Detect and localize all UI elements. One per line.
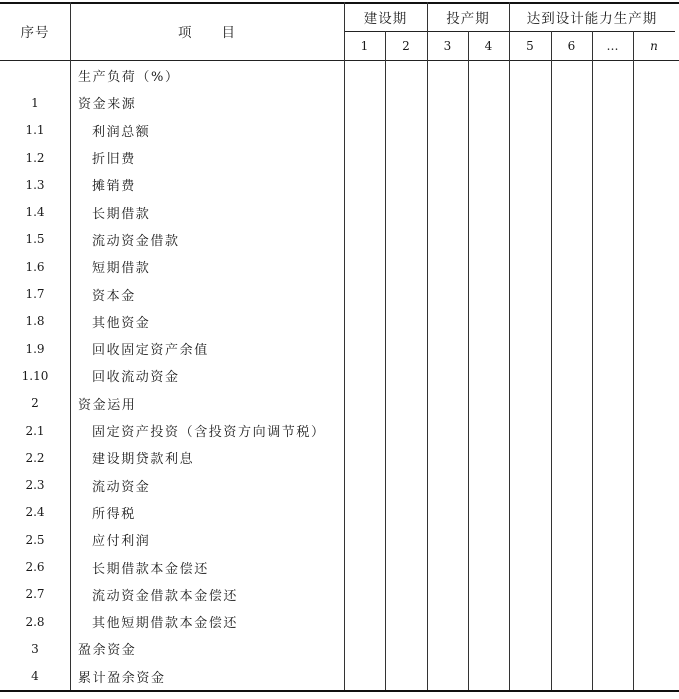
row-seq-number: 2.1 (25, 423, 45, 438)
row-seq-number: 1.5 (25, 232, 45, 247)
row-seq-number: 2.6 (25, 560, 45, 575)
period-column-rule (468, 31, 469, 690)
row-item-label: 长期借款 (92, 206, 151, 222)
row-seq-number: 3 (31, 641, 39, 656)
row-item-label: 利润总额 (92, 124, 151, 140)
row-seq-number: 1.6 (25, 259, 45, 274)
row-seq-number: 2.7 (25, 587, 45, 602)
row-item-label: 长期借款本金偿还 (92, 561, 209, 577)
header-period-number: 1 (360, 38, 369, 53)
row-seq-number: 2 (31, 396, 39, 411)
row-seq-number: 1.7 (25, 287, 45, 302)
row-item-label: 折旧费 (92, 152, 136, 168)
header-period-group: 投产期 (446, 10, 490, 27)
row-seq-number: 2.5 (25, 532, 45, 547)
row-item-label: 其他资金 (92, 315, 151, 331)
row-item-label: 流动资金 (92, 479, 151, 495)
row-seq-number: 1.8 (25, 314, 45, 329)
seq-column-rule (70, 2, 71, 690)
row-item-label: 固定资产投资（含投资方向调节税） (92, 425, 326, 441)
group-boundary-rule (509, 2, 510, 690)
row-seq-number: 4 (31, 669, 39, 684)
header-period-number: n (650, 38, 658, 53)
header-period-number: … (606, 38, 619, 53)
row-item-label: 资金来源 (78, 97, 137, 113)
row-item-label: 短期借款 (92, 261, 151, 277)
row-item-label: 所得税 (92, 506, 136, 522)
item-column-rule (344, 2, 345, 690)
row-seq-number: 1 (31, 95, 39, 110)
header-bottom-rule (0, 60, 679, 61)
period-column-rule (592, 31, 593, 690)
header-period-number: 6 (567, 38, 576, 53)
header-period-group: 达到设计能力生产期 (526, 10, 658, 27)
header-seq-label: 序号 (20, 25, 50, 41)
row-seq-number: 1.4 (25, 205, 45, 220)
row-item-label: 累计盈余资金 (78, 670, 166, 686)
row-seq-number: 2.3 (25, 478, 45, 493)
header-period-group: 建设期 (363, 10, 408, 27)
row-seq-number: 1.9 (25, 341, 45, 356)
row-seq-number: 1.10 (21, 368, 49, 383)
header-period-number: 5 (526, 38, 534, 53)
row-item-label: 建设期贷款利息 (92, 452, 195, 468)
row-seq-number: 2.4 (25, 505, 45, 520)
period-column-rule (551, 31, 552, 690)
row-item-label: 回收固定资产余值 (92, 343, 209, 359)
row-item-label: 摊销费 (92, 179, 136, 195)
row-item-label: 流动资金借款 (92, 233, 180, 249)
row-seq-number: 2.2 (25, 450, 45, 465)
row-item-label: 盈余资金 (78, 643, 137, 659)
period-column-rule (633, 31, 634, 690)
row-item-label: 生产负荷（%） (78, 70, 180, 86)
row-item-label: 流动资金借款本金偿还 (92, 588, 239, 604)
row-item-label: 资本金 (92, 288, 136, 304)
period-column-rule (385, 31, 386, 690)
header-item-label: 项 目 (178, 25, 236, 41)
row-seq-number: 1.2 (25, 150, 45, 165)
row-item-label: 资金运用 (78, 397, 137, 413)
row-item-label: 应付利润 (92, 534, 151, 550)
group-boundary-rule (427, 2, 428, 690)
row-item-label: 其他短期借款本金偿还 (92, 616, 239, 632)
row-seq-number: 1.1 (25, 123, 45, 138)
row-seq-number: 1.3 (25, 177, 45, 192)
header-period-number: 3 (443, 38, 452, 53)
row-seq-number (0, 62, 70, 89)
header-period-number: 4 (484, 38, 493, 53)
row-seq-number: 2.8 (25, 614, 45, 629)
bottom-rule (0, 690, 679, 692)
row-item-label: 回收流动资金 (92, 370, 180, 386)
header-period-number: 2 (402, 38, 410, 53)
